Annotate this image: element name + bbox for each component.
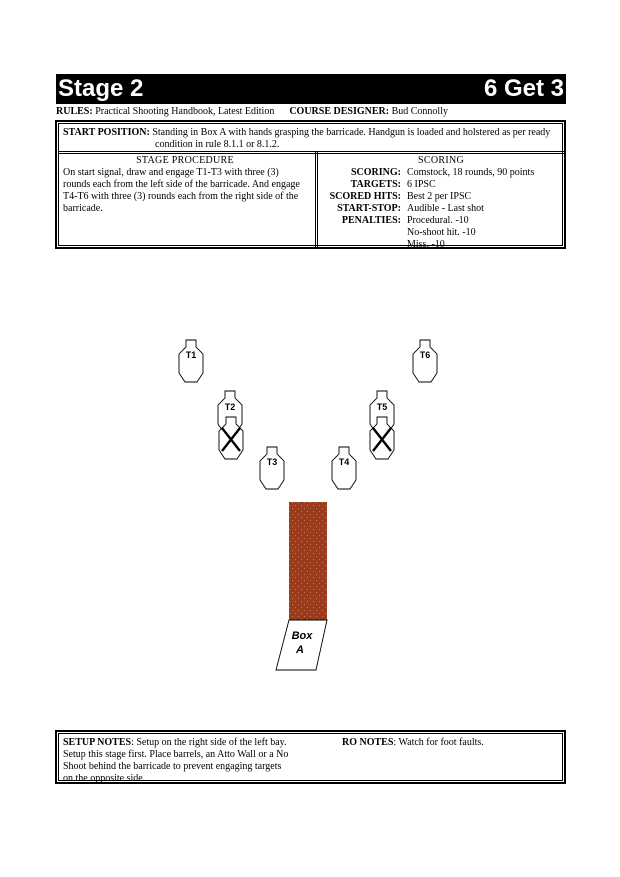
notes-inner [58,733,563,784]
procedure-heading: STAGE PROCEDURE [136,155,234,166]
rules-value: Practical Shooting Handbook, Latest Edition [95,106,275,117]
ro-notes-value: : Watch for foot faults. [393,737,484,748]
box-label-line1: Box [291,630,313,642]
stage-subtitle: 6 Get 3 [483,75,564,102]
shooting-box-a [276,620,327,670]
target-label: T1 [185,350,197,360]
scoring-value: Best 2 per IPSC [407,191,472,202]
scoring-value: Audible - Last shot [407,203,484,214]
setup-notes-line: Setup this stage first. Place barrels, an Atto Wall or a No [63,749,289,760]
scoring-key: SCORED HITS: [329,191,401,202]
target-t6 [413,340,437,382]
ro-notes-label: RO NOTES [342,737,394,748]
box-label-line2: A [296,644,304,656]
stage-title: Stage 2 [58,75,144,102]
notes-box [55,730,566,784]
scoring-value: Miss. -10 [407,239,445,250]
scoring-value: Procedural. -10 [407,215,469,226]
procedure-line: On start signal, draw and engage T1-T3 with three (3) [63,167,279,178]
scoring-key: START-STOP: [337,203,401,214]
setup-notes-line: Shoot behind the barricade to prevent engaging targets [63,761,282,772]
setup-notes-label: SETUP NOTES [63,737,132,748]
designer-label: COURSE DESIGNER: [289,106,390,117]
start-position-line2: condition in rule 8.1.1 or 8.1.2. [155,139,280,150]
scoring-value: Comstock, 18 rounds, 90 points [407,167,535,178]
scoring-key: PENALTIES: [341,215,401,226]
rules-label: RULES: [56,106,93,117]
procedure-line: rounds each from the left side of the barricade. And engage [63,179,300,190]
target-label: T4 [338,457,350,467]
setup-notes [63,737,313,785]
target-t4 [332,447,356,489]
target-label: T3 [266,457,278,467]
scoring-heading: SCORING [418,155,464,166]
start-position-line1: Standing in Box A with hands grasping the barricade. Handgun is loaded and holstered as per ready [152,127,551,138]
scoring-value: 6 IPSC [407,179,436,190]
procedure-line: barricade. [63,203,103,214]
designer-value: Bud Connolly [391,106,448,117]
target-label: T6 [419,350,431,360]
barricade [289,502,327,620]
target-label: T2 [224,402,236,412]
target-t3 [260,447,284,489]
target-t1 [179,340,203,382]
target-label: T5 [376,402,388,412]
setup-notes-line: on the opposite side. [63,773,146,784]
scoring-key: SCORING: [350,167,401,178]
ro-notes [342,737,484,749]
scoring-key: TARGETS: [350,179,401,190]
procedure-line: T4-T6 with three (3) rounds each from the right side of the [63,191,299,202]
scoring-value: No-shoot hit. -10 [407,227,476,238]
start-position-label: START POSITION: [63,127,150,138]
setup-notes-line: : Setup on the right side of the left bay. [131,737,287,748]
